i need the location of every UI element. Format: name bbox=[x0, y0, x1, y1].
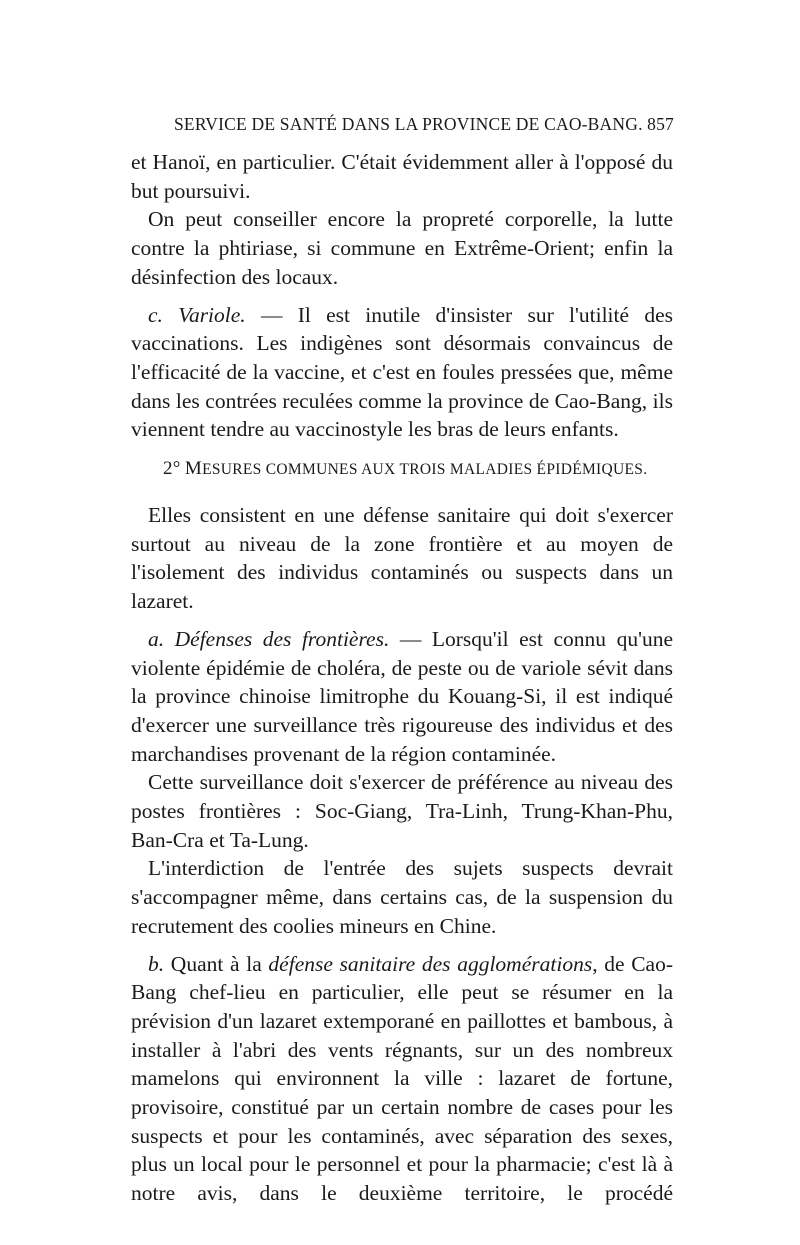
paragraph-text: — Il est inutile d'insister sur l'utilité des vaccinations. Les indigènes sont désormais convaincus de l'efficacité de la vaccine, et c'est en foules pressées que, même dans les contrées reculées comme la province de Cao-Bang, ils viennent tendre au vaccinostyle les bras de leurs enfants. bbox=[131, 302, 673, 442]
subheading-frontieres: a. Défenses des frontières. bbox=[148, 626, 390, 651]
paragraph: Elles consistent en une défense sanitaire qui doit s'exercer surtout au niveau de la zone frontière et au moyen de l'isolement des individus contaminés ou suspects dans un lazaret. bbox=[131, 503, 673, 614]
paragraph-variole bbox=[131, 301, 673, 445]
section-initial: M bbox=[184, 458, 203, 479]
paragraph-agglomerations bbox=[131, 950, 673, 1208]
subheading-b: b. bbox=[148, 951, 165, 976]
section-title: ESURES COMMUNES AUX TROIS MALADIES ÉPIDÉMIQUES. bbox=[202, 461, 648, 478]
subheading-variole: c. Variole. bbox=[148, 302, 246, 327]
header-title: SERVICE DE SANTÉ DANS LA PROVINCE DE CAO-BANG. bbox=[174, 114, 643, 134]
section-heading bbox=[163, 458, 673, 480]
paragraph-text: Quant à la bbox=[164, 951, 269, 976]
paragraph-text: , de Cao-Bang chef-lieu en particulier, elle peut se résumer en la prévision d'un lazaret extemporané en paillottes et bambous, à installer à l'abri des vents régnants, sur un des nombreux mamelons qui environnent la ville : lazaret de fortune, provisoire, constitué par un certain nombre de cases pour les suspects et pour les contaminés, avec séparation des sexes, plus un local pour le personnel et pour la pharmacie; c'est là à notre avis, dans le deuxième territoire, le procédé bbox=[131, 951, 673, 1206]
paragraph: L'interdiction de l'entrée des sujets suspects devrait s'accompagner même, dans certains cas, de la suspension du recrutement des coolies mineurs en Chine. bbox=[131, 856, 673, 938]
running-header bbox=[174, 114, 674, 135]
paragraph-frontieres bbox=[131, 625, 673, 769]
page-number: 857 bbox=[647, 114, 674, 134]
paragraph: On peut conseiller encore la propreté corporelle, la lutte contre la phtiriase, si commune en Extrême-Orient; enfin la désinfection des locaux. bbox=[131, 207, 673, 289]
text-block-lower bbox=[131, 501, 673, 1208]
text-block-upper bbox=[131, 148, 673, 444]
paragraph-text: — Lorsqu'il est connu qu'une violente épidémie de choléra, de peste ou de variole sévit dans la province chinoise limitrophe du Kouang-Si, il est indiqué d'exercer une surveillance très rigoureuse des individus et des marchandises provenant de la région contaminée. bbox=[131, 626, 673, 766]
section-number: 2° bbox=[163, 458, 181, 479]
paragraph: Cette surveillance doit s'exercer de préférence au niveau des postes frontières : Soc-Giang, Tra-Linh, Trung-Khan-Phu, Ban-Cra et Ta-Lung. bbox=[131, 770, 673, 852]
italic-phrase: défense sanitaire des agglomérations bbox=[268, 951, 593, 976]
paragraph: et Hanoï, en particulier. C'était évidemment aller à l'opposé du but poursuivi. bbox=[131, 150, 673, 203]
